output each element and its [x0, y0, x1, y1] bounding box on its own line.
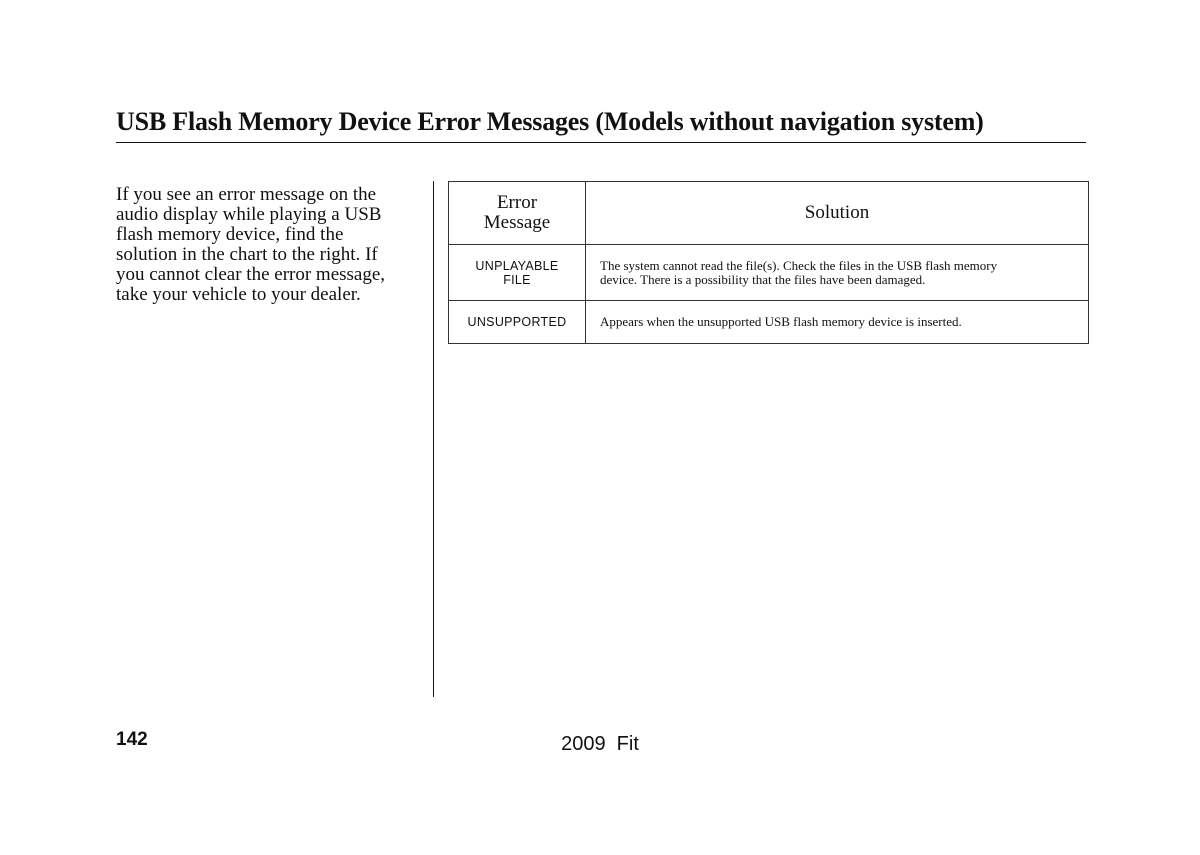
title-rule [116, 142, 1086, 143]
page-title: USB Flash Memory Device Error Messages (Models without navigation system) [116, 107, 984, 136]
solution-text: Appears when the unsupported USB flash memory device is inserted. [600, 314, 962, 329]
error-message-text: UNSUPPORTED [467, 315, 567, 329]
table-row [449, 301, 1089, 344]
solution-cell [586, 245, 1089, 301]
header-error-label: Error [496, 192, 538, 213]
solution-text: The system cannot read the file(s). Check the files in the USB flash memory [600, 257, 998, 273]
error-message-text: UNPLAYABLE [475, 258, 559, 273]
error-message-text: FILE [503, 272, 531, 287]
footer-model-label: 2009 Fit [561, 733, 639, 755]
page-number: 142 [116, 729, 148, 750]
intro-line: audio display while playing a USB [116, 204, 382, 225]
header-message-label: Message [483, 212, 551, 233]
header-solution: Solution [586, 182, 1089, 245]
intro-line: solution in the chart to the right. If [116, 244, 378, 265]
solution-cell [586, 301, 1089, 344]
intro-line: flash memory device, find the [116, 224, 344, 245]
table-header-row [449, 182, 1089, 245]
error-message-cell [449, 301, 586, 344]
intro-paragraph [116, 185, 416, 305]
intro-line: take your vehicle to your dealer. [116, 284, 361, 305]
column-divider [433, 181, 434, 697]
solution-text: device. There is a possibility that the files have been damaged. [600, 271, 926, 287]
intro-line: you cannot clear the error message, [116, 264, 386, 285]
table-row [449, 245, 1089, 301]
intro-line: If you see an error message on the [116, 184, 377, 205]
header-error-message [449, 182, 586, 245]
error-message-cell [449, 245, 586, 301]
error-message-table [448, 181, 1089, 344]
